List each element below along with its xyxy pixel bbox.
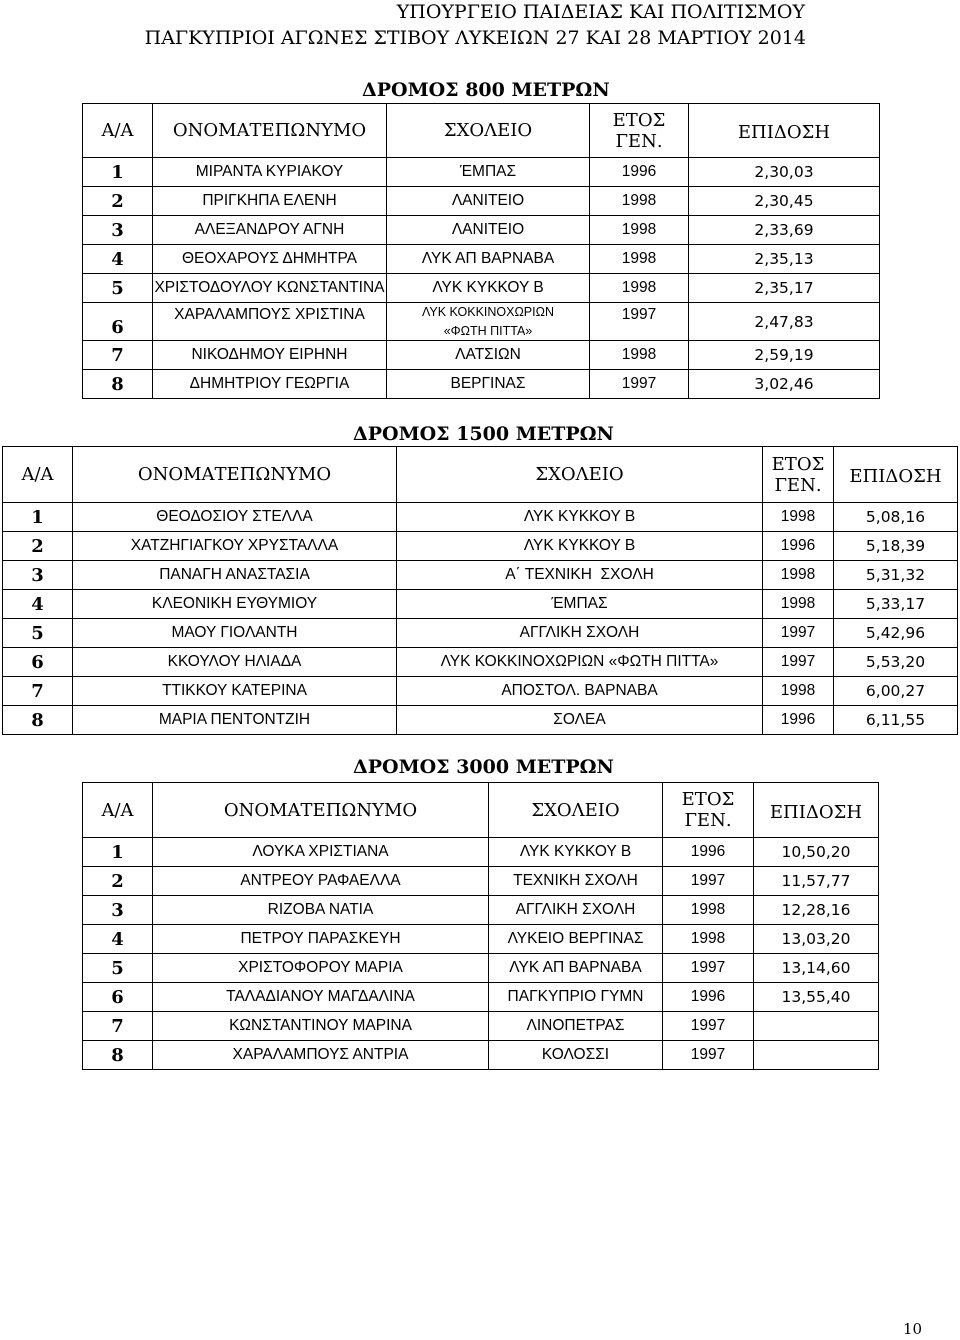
table-row: 6 ΤΑΛΑΔΙΑΝΟΥ ΜΑΓΔΑΛΙΝΑ ΠΑΓΚΥΠΡΙΟ ΓΥΜΝ 1996 13,55,40: [83, 983, 879, 1012]
results-table-1500m: [2, 446, 958, 735]
col-name: ΟΝΟΜΑΤΕΠΩΝΥΜΟ: [153, 104, 387, 158]
table-row: 1 ΜΙΡΑΝΤΑ ΚΥΡΙΑΚΟΥ ΈΜΠΑΣ 1996 2,30,03: [83, 158, 880, 187]
table-row: 4 ΘΕΟΧΑΡΟΥΣ ΔΗΜΗΤΡΑ ΛΥΚ ΑΠ ΒΑΡΝΑΒΑ 1998 2,35,13: [83, 245, 880, 274]
table-row: 7 ΝΙΚΟΔΗΜΟΥ ΕΙΡΗΝΗ ΛΑΤΣΙΩΝ 1998 2,59,19: [83, 341, 880, 370]
results-table-3000m: [82, 782, 879, 1070]
table-row: 5 ΜΑΟΥ ΓΙΟΛΑΝΤΗ ΑΓΓΛΙΚΗ ΣΧΟΛΗ 1997 5,42,96: [3, 619, 958, 648]
section-title-3000m: ΔΡΟΜΟΣ 3000 ΜΕΤΡΩΝ: [353, 756, 614, 778]
table-row: 4 ΚΛΕΟΝΙΚΗ ΕΥΘΥΜΙΟΥ ΈΜΠΑΣ 1998 5,33,17: [3, 590, 958, 619]
table-row: 8 ΧΑΡΑΛΑΜΠΟΥΣ ΑΝΤΡΙΑ ΚΟΛΟΣΣΙ 1997: [83, 1041, 879, 1070]
page-number: 10: [903, 1320, 923, 1338]
table-row: 6 ΧΑΡΑΛΑΜΠΟΥΣ ΧΡΙΣΤΙΝΑ ΛΥΚ ΚΟΚΚΙΝΟΧΩΡΙΩΝ «ΦΩΤΗ ΠΙΤΤΑ» 1997 2,47,83: [83, 303, 880, 341]
event-header: ΠΑΓΚΥΠΡΙΟΙ ΑΓΩΝΕΣ ΣΤΙΒΟΥ ΛΥΚΕΙΩΝ 27 ΚΑΙ 28 ΜΑΡΤΙΟΥ 2014: [144, 27, 806, 49]
col-school: ΣΧΟΛΕΙΟ: [387, 104, 590, 158]
table-row: 2 ΧΑΤΖΗΓΙΑΓΚΟΥ ΧΡΥΣΤΑΛΛΑ ΛΥΚ ΚΥΚΚΟΥ Β 1996 5,18,39: [3, 532, 958, 561]
table-row: 3 RIZOBA ΝΑΤΙΑ ΑΓΓΛΙΚΗ ΣΧΟΛΗ 1998 12,28,16: [83, 896, 879, 925]
col-year: ΕΤΟΣ ΓΕΝ.: [590, 104, 689, 158]
results-table-800m: [82, 103, 880, 399]
table-header-row: Α/Α ΟΝΟΜΑΤΕΠΩΝΥΜΟ ΣΧΟΛΕΙΟ ΕΤΟΣ ΓΕΝ. ΕΠΙΔΟΣΗ: [83, 783, 879, 838]
table-row: 1 ΛΟΥΚΑ ΧΡΙΣΤΙΑΝΑ ΛΥΚ ΚΥΚΚΟΥ Β 1996 10,50,20: [83, 838, 879, 867]
table-row: 3 ΑΛΕΞΑΝΔΡΟΥ ΑΓΝΗ ΛΑΝΙΤΕΙΟ 1998 2,33,69: [83, 216, 880, 245]
ministry-header: ΥΠΟΥΡΓΕΙΟ ΠΑΙΔΕΙΑΣ ΚΑΙ ΠΟΛΙΤΙΣΜΟΥ: [396, 1, 805, 23]
table-row: 5 ΧΡΙΣΤΟΔΟΥΛΟΥ ΚΩΝΣΤΑΝΤΙΝΑ ΛΥΚ ΚΥΚΚΟΥ Β 1998 2,35,17: [83, 274, 880, 303]
table-header-row: Α/Α ΟΝΟΜΑΤΕΠΩΝΥΜΟ ΣΧΟΛΕΙΟ ΕΤΟΣ ΓΕΝ. ΕΠΙΔΟΣΗ: [3, 447, 958, 503]
table-row: 6 ΚΚΟΥΛΟΥ ΗΛΙΑΔΑ ΛΥΚ ΚΟΚΚΙΝΟΧΩΡΙΩΝ «ΦΩΤΗ ΠΙΤΤΑ» 1997 5,53,20: [3, 648, 958, 677]
table-row: 2 ΑΝΤΡΕΟΥ ΡΑΦΑΕΛΛΑ ΤΕΧΝΙΚΗ ΣΧΟΛΗ 1997 11,57,77: [83, 867, 879, 896]
col-perf: ΕΠΙΔΟΣΗ: [689, 104, 880, 158]
table-row: 4 ΠΕΤΡΟΥ ΠΑΡΑΣΚΕΥΗ ΛΥΚΕΙΟ ΒΕΡΓΙΝΑΣ 1998 13,03,20: [83, 925, 879, 954]
table-row: 7 ΚΩΝΣΤΑΝΤΙΝΟΥ ΜΑΡΙΝΑ ΛΙΝΟΠΕΤΡΑΣ 1997: [83, 1012, 879, 1041]
table-row: 7 ΤΤΙΚΚΟΥ ΚΑΤΕΡΙΝΑ ΑΠΟΣΤΟΛ. ΒΑΡΝΑΒΑ 1998 6,00,27: [3, 677, 958, 706]
section-title-1500m: ΔΡΟΜΟΣ 1500 ΜΕΤΡΩΝ: [353, 423, 614, 445]
table-row: 3 ΠΑΝΑΓΗ ΑΝΑΣΤΑΣΙΑ Α΄ ΤΕΧΝΙΚΗ ΣΧΟΛΗ 1998 5,31,32: [3, 561, 958, 590]
table-row: 8 ΔΗΜΗΤΡΙΟΥ ΓΕΩΡΓΙΑ ΒΕΡΓΙΝΑΣ 1997 3,02,46: [83, 370, 880, 399]
table-row: 8 ΜΑΡΙΑ ΠΕΝΤΟΝΤΖΙΗ ΣΟΛΕΑ 1996 6,11,55: [3, 706, 958, 735]
table-row: 5 ΧΡΙΣΤΟΦΟΡΟΥ ΜΑΡΙΑ ΛΥΚ ΑΠ ΒΑΡΝΑΒΑ 1997 13,14,60: [83, 954, 879, 983]
section-title-800m: ΔΡΟΜΟΣ 800 ΜΕΤΡΩΝ: [362, 79, 610, 101]
table-header-row: [83, 104, 880, 158]
table-row: 1 ΘΕΟΔΟΣΙΟΥ ΣΤΕΛΛΑ ΛΥΚ ΚΥΚΚΟΥ Β 1998 5,08,16: [3, 503, 958, 532]
col-aa: Α/Α: [83, 104, 153, 158]
table-row: 2 ΠΡΙΓΚΗΠΑ ΕΛΕΝΗ ΛΑΝΙΤΕΙΟ 1998 2,30,45: [83, 187, 880, 216]
